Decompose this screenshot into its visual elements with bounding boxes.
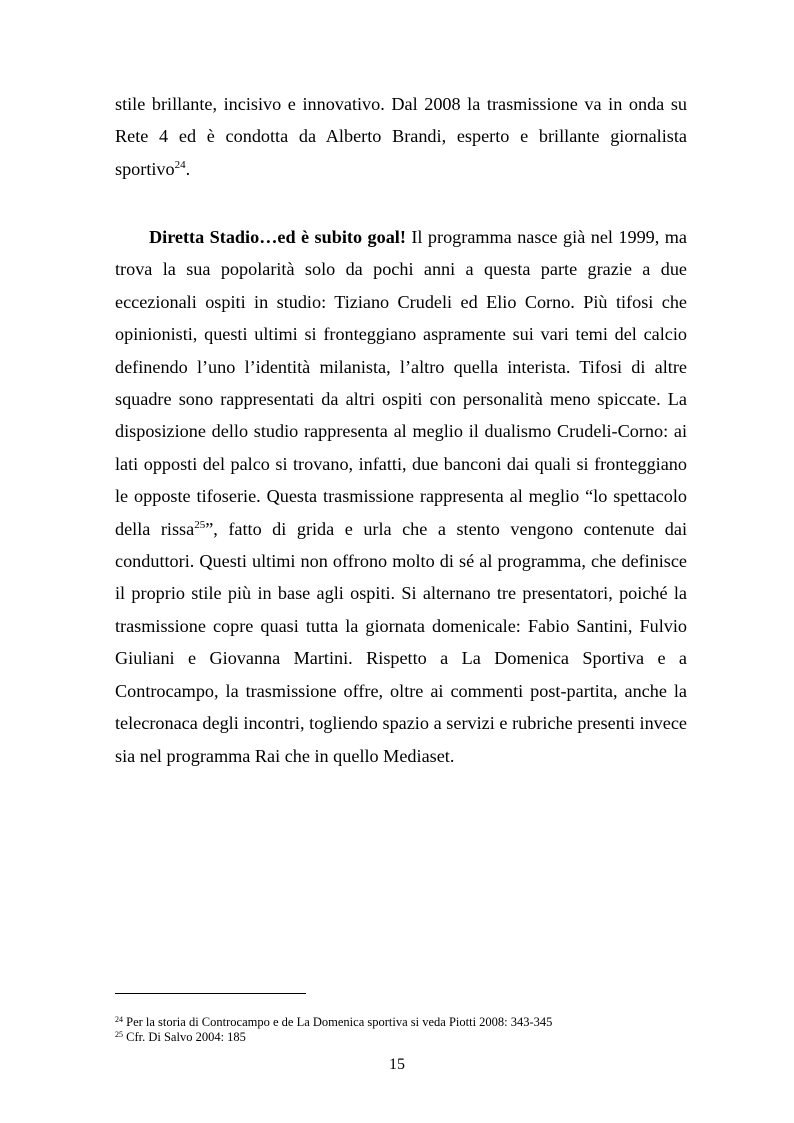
footnote-ref-24[interactable]: 24 xyxy=(174,158,186,171)
footnote-separator xyxy=(115,993,306,994)
paragraph-diretta-stadio xyxy=(115,221,687,772)
footnote-24 xyxy=(115,1015,687,1030)
footnotes xyxy=(115,1015,687,1045)
page-number: 15 xyxy=(389,1056,405,1073)
footnote-25 xyxy=(115,1030,687,1045)
footnote-number: 25 xyxy=(115,1030,123,1039)
paragraph-text: stile brillante, incisivo e innovativo. Dal 2008 la trasmissione va in onda su Rete 4 ed è condotta da Alberto Brandi, esperto e brillante giornalista sportivo xyxy=(115,94,687,179)
program-title: Diretta Stadio…ed è subito goal! xyxy=(149,227,406,247)
footnote-text: Per la storia di Controcampo e de La Domenica sportiva si veda Piotti 2008: 343-345 xyxy=(123,1015,553,1029)
paragraph-continued xyxy=(115,88,687,185)
footnote-number: 24 xyxy=(115,1015,123,1024)
footnote-text: Cfr. Di Salvo 2004: 185 xyxy=(123,1030,246,1044)
paragraph-end: . xyxy=(185,158,191,179)
paragraph-text-a: Il programma nasce già nel 1999, ma trova la sua popolarità solo da pochi anni a questa parte grazie a due eccezionali ospiti in studio: Tiziano Crudeli ed Elio Corno. Più tifosi che opinionisti, questi ultimi si fronteggiano aspramente sui vari temi del calcio definendo l’uno l’identità milanista, l’altro quella interista. Tifosi di altre squadre sono rappresentati da altri ospiti con personalità meno spiccate. La disposizione dello studio rappresenta al meglio il dualismo Crudeli-Corno: ai lati opposti del palco si trovano, infatti, due banconi dai quali si fronteggiano le opposte tifoserie. Questa trasmissione rappresenta al meglio “lo spettacolo della rissa xyxy=(115,227,687,539)
paragraph-text-b: ”, fatto di grida e urla che a stento vengono contenute dai conduttori. Questi ultimi non offrono molto di sé al programma, che definisce il proprio stile più in base agli ospiti. Si alternano tre presentatori, poiché la trasmissione copre quasi tutta la giornata domenicale: Fabio Santini, Fulvio Giuliani e Giovanna Martini. Rispetto a La Domenica Sportiva e a Controcampo, la trasmissione offre, oltre ai commenti post-partita, anche la telecronaca degli incontri, togliendo spazio a servizi e rubriche presenti invece sia nel programma Rai che in quello Mediaset. xyxy=(115,518,687,766)
footnote-ref-25[interactable]: 25 xyxy=(194,518,206,531)
